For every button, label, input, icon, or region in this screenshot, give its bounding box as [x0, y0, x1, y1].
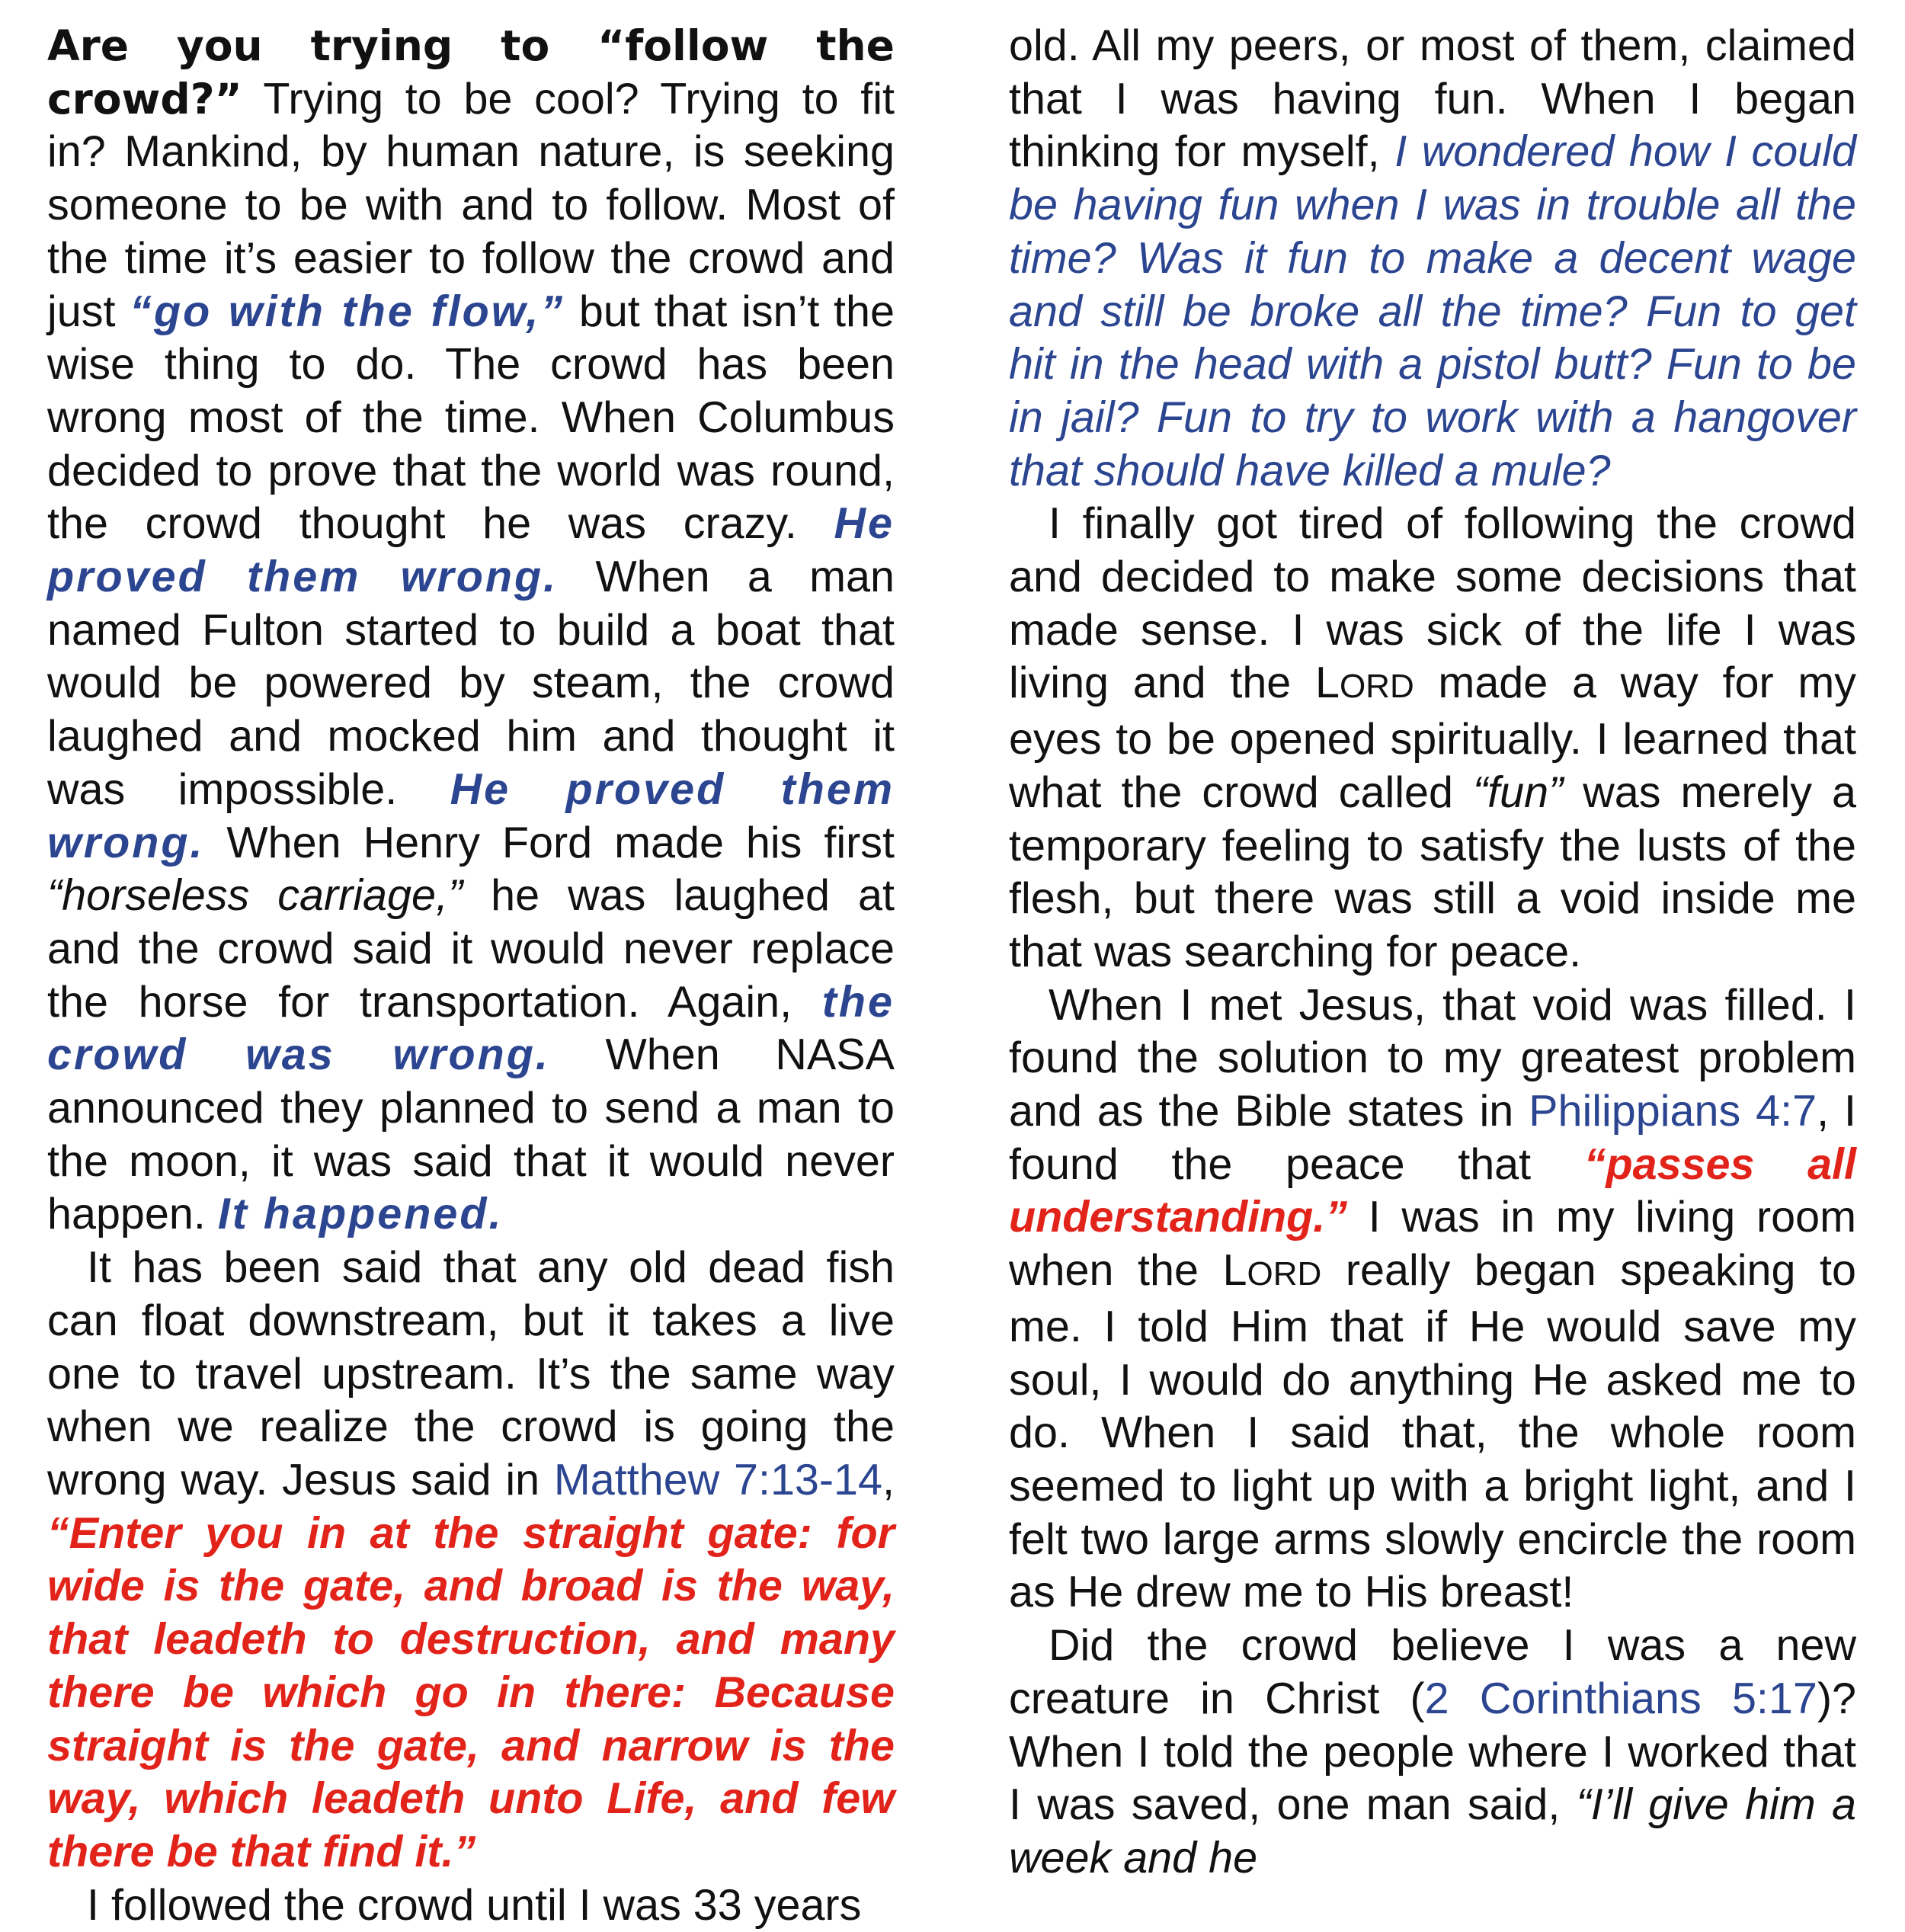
paragraph-followed-crowd [47, 1879, 895, 1932]
small-caps-lord: ORD [1247, 1255, 1322, 1293]
paragraph-new-creature [1009, 1620, 1856, 1886]
right-column [1009, 20, 1856, 1886]
scripture-quote-matthew: “Enter you in at the straight gate: for wide is the gate, and broad is the way, that leadeth to destruction, and many there be which go in there: Because straight is the gate, and narrow is the way, which leadeth unto Life, and few there be that find it.” [47, 1508, 895, 1876]
italic-coworker-quote: “I’ll give him a week and he [1009, 1780, 1856, 1882]
body-text: really began speaking to me. I told Him that if He would save my soul, I would do anything He asked me to do. When I said that, the whole room seemed to light up with a bright light, and I felt two large arms slowly encircle the room as He drew me to His breast! [1009, 1246, 1856, 1617]
body-text: was merely a temporary feeling to satisfy the lusts of the flesh, but there was still a void inside me that was searching for peace. [1009, 767, 1856, 976]
body-text: old. All my peers, or most of them, claimed that I was having fun. When I began thinking for myself, [1009, 21, 1856, 177]
italic-horseless-carriage: “horseless carriage,” [47, 871, 463, 921]
scripture-reference-matthew[interactable]: Matthew 7:13-14 [553, 1455, 883, 1504]
emphasis-proved-wrong-columbus: He proved them wrong. [47, 499, 895, 602]
left-column [47, 20, 895, 1932]
body-text: I followed the crowd until I was 33 years [87, 1880, 862, 1930]
paragraph-met-jesus [1009, 979, 1856, 1620]
lead-question: Are you trying to “follow the crowd?” [47, 21, 895, 123]
body-text: Did the crowd believe I was a new creature in Christ ( [1009, 1621, 1856, 1723]
emphasis-proved-wrong-fulton: He proved them wrong. [47, 764, 895, 867]
body-text: When NASA announced they planned to send a man to the moon, it was said that it would never happen. [47, 1030, 895, 1239]
emphasis-go-with-the-flow: “go with the flow,” [130, 287, 565, 336]
emphasis-it-happened: It happened. [217, 1190, 504, 1239]
body-text: It has been said that any old dead fish can float downstream, but it takes a live one to travel upstream. It’s the same way when we realize the crowd is going the wrong way. Jesus said in [47, 1243, 895, 1504]
scripture-reference-philippians[interactable]: Philippians 4:7 [1529, 1087, 1817, 1136]
paragraph-dead-fish [47, 1242, 895, 1879]
body-text: When a man named Fulton started to build a boat that would be powered by steam, the crowd laughed and mocked him and thought it was impossible. [47, 553, 895, 814]
body-text: When Henry Ford made his first [204, 818, 895, 867]
paragraph-having-fun [1009, 20, 1856, 498]
body-text: made a way for my eyes to be opened spiritually. I learned that what the crowd called [1009, 658, 1856, 817]
body-text: When I met Jesus, that void was filled. I found the solution to my greatest problem and as the Bible states in [1009, 980, 1856, 1136]
paragraph-tired-of-crowd [1009, 498, 1856, 979]
blue-italic-questions: I wondered how I could be having fun when I was in trouble all the time? Was it fun to make a decent wage and still be broke all the time? Fun to get hit in the head with a pistol butt? Fun to be in jail? Fun to try to work with a hangover that should have killed a mule? [1009, 127, 1857, 495]
body-text: but that isn’t the wise thing to do. The crowd has been wrong most of the time. When Columbus decided to prove that the world was round, the crowd thought he was crazy. [47, 287, 895, 549]
italic-fun: “fun” [1473, 767, 1564, 817]
body-text: , [882, 1455, 895, 1504]
body-text: , I found the peace that [1009, 1087, 1856, 1189]
scripture-reference-corinthians[interactable]: 2 Corinthians 5:17 [1424, 1674, 1817, 1723]
body-text: )? When I told the people where I worked that I was saved, one man said, [1009, 1674, 1856, 1830]
body-text: he was laughed at and the crowd said it would never replace the horse for transportation. Again, [47, 871, 895, 1027]
paragraph-follow-the-crowd [47, 20, 895, 1242]
scripture-quote-philippians: “passes all understanding.” [1009, 1139, 1856, 1242]
body-text: I finally got tired of following the crowd and decided to make some decisions that made sense. I was sick of the life I was living and the L [1009, 499, 1856, 708]
small-caps-lord: ORD [1339, 668, 1414, 706]
emphasis-crowd-was-wrong: the crowd was wrong. [47, 977, 895, 1080]
body-text: Trying to be cool? Trying to fit in? Mankind, by human nature, is seeking someone to be with and to follow. Most of the time it’s easier to follow the crowd and just [47, 74, 895, 336]
body-text: I was in my living room when the L [1009, 1193, 1856, 1296]
